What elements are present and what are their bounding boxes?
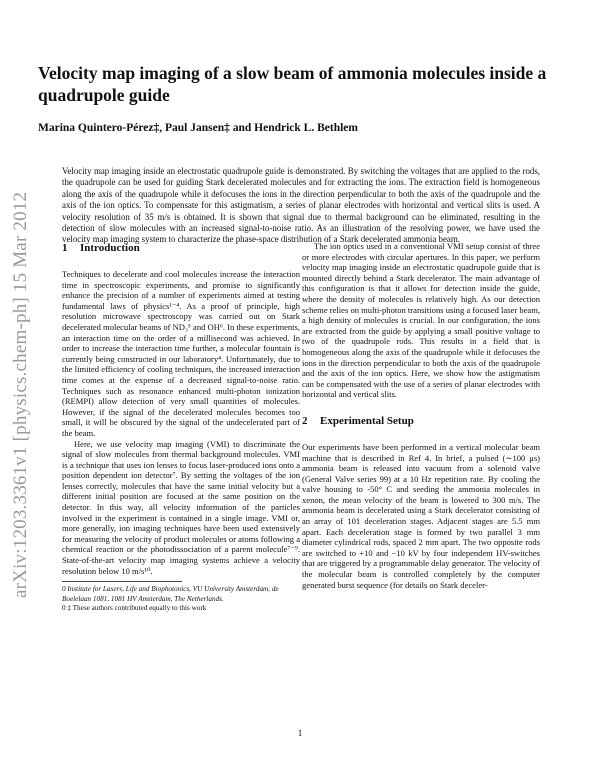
arxiv-stamp — [8, 150, 32, 600]
left-column — [62, 241, 300, 613]
setup-paragraph-1: Our experiments have been performed in a vertical molecular beam machine that is described in Ref 4. In brief, a pulsed (∼100 μs) ammonia beam is released into vacuum from a solenoid valve (General Valve series 99) at a 10 Hz repetition rate. By cooling the valve housing to -50° C and seeding the ammonia molecules in xenon, the mean velocity of the beam is lowered to 300 m/s. The ammonia beam is decelerated using a Stark decelerator consisting of an array of 101 deceleration stages. Adjacent stages are 5.5 mm apart. Each deceleration stage is formed by two parallel 3 mm diameter cylindrical rods, spaced 2 mm apart. The two opposite rods are switched to +10 and −10 kV by four independent HV-switches that are triggered by a programmable delay generator. The velocity of the molecular beam is controlled completely by the computer generated burst sequence (for details on Stark deceler- — [302, 441, 540, 590]
author-list: Marina Quintero-Pérez‡, Paul Jansen‡ and Hendrick L. Bethlem — [38, 122, 358, 134]
footnote-rule — [62, 581, 182, 582]
arxiv-stamp-text: arXiv:1203.3361v1 [physics.chem-ph] 15 Mar 2012 — [10, 191, 31, 598]
section-title: Experimental Setup — [320, 414, 414, 427]
section-heading-experimental-setup — [302, 414, 540, 428]
section-heading-introduction — [62, 241, 300, 255]
abstract: Velocity map imaging inside an electrostatic quadrupole guide is demonstrated. By switching the voltages that are applied to the rods, the quadrupole can be used for guiding Stark decelerated molecules and for extracting the ions. The extraction field is homogeneous along the axis of the quadrupole while it defocuses the ions in the direction perpendicular to both the axis of the quadrupole and the axis of the ion optics. To compensate for this astigmatism, a series of planar electrodes with horizontal and vertical slits is used. A velocity resolution of 35 m/s is obtained. It is shown that signal due to thermal background can be eliminated, resulting in the detection of slow molecules with an increased signal-to-noise ratio. As an illustration of the resolving power, we have used the velocity map imaging system to characterize the phase-space distribution of a Stark decelerated ammonia beam. — [62, 166, 540, 245]
affiliation-footnote: 0 Institute for Lasers, Life and Biophotonics, VU University Amsterdam, de Boelelaan 1081, 1081 HV Amsterdam, The Netherlands. — [62, 585, 279, 603]
paper-title: Velocity map imaging of a slow beam of ammonia molecules inside a quadrupole guide — [38, 63, 547, 105]
equal-contribution-footnote: 0 ‡ These authors contributed equally to this work — [62, 604, 207, 613]
page-number: 1 — [297, 728, 303, 738]
right-column — [302, 241, 540, 590]
intro-paragraph-2: Here, we use velocity map imaging (VMI) to discriminate the signal of slow molecules from thermal background molecules. VMI is a technique that uses ion lenses to focus laser-produced ions onto a position dependent ion detector⁷. By setting the voltages of the ion lenses correctly, molecules that have the same initial velocity but a different initial position are focused at the same position on the detector. In this way, all velocity information of the particles involved in the experiment is contained in a single image. VMI or, more generally, ion imaging techniques have been used extensively for measuring the velocity of product molecules or atoms following a chemical reaction or the photodissociation of a parent molecule⁷⁻⁹. State-of-the-art velocity map imaging systems achieve a velocity resolution below 10 m/s¹⁰. — [62, 438, 300, 576]
section-number: 2 — [302, 414, 308, 427]
section-number: 1 — [62, 242, 68, 254]
section-gap — [302, 400, 540, 414]
intro-paragraph-1: Techniques to decelerate and cool molecules increase the interaction time in spectroscopic experiments, and promise to significantly enhance the precision of a number of experiments aimed at testing fundamental laws of physics¹⁻⁴. As a proof of principle, high resolution microwave spectroscopy was carried out on Stark decelerated molecular beams of ND₃⁵ and OH⁶. In these experiments, an interaction time on the order of a millisecond was achieved. In order to increase the interaction time further, a molecular fountain is currently being constructed in our laboratory⁴. Unfortunately, due to the limited efficiency of cooling techniques, the increased interaction time comes at the expense of a decreased signal-to-noise ratio. Techniques such as resonance enhanced multi-photon ionization (REMPI) allow detection of very small quantities of molecules. However, if the signal of the decelerated molecules becomes too small, it will be obscured by the signal of the undecelerated part of the beam. — [62, 269, 300, 438]
intro-paragraph-3: The ion optics used in a conventional VMI setup consist of three or more electrodes with circular apertures. In this paper, we perform velocity map imaging inside an electrostatic quadrupole guide that is mounted directly behind a Stark decelerator. The main advantage of this configuration is that it allows for detection inside the guide, where the density of molecules is relatively high. As our detection scheme relies on multi-photon transitions using a focused laser beam, a high density of molecules is crucial. In our configuration, the ions are extracted from the guide by applying a small positive voltage to two of the quadrupole rods. This results in a field that is homogeneous along the axis of the quadrupole while it defocuses the ions in the direction perpendicular to both the axis of the quadrupole and the axis of the ion optics. Here, we show how the astigmatism can be compensated with the use of a series of planar electrodes with horizontal and vertical slits. — [302, 241, 540, 400]
section-title: Introduction — [80, 242, 140, 254]
